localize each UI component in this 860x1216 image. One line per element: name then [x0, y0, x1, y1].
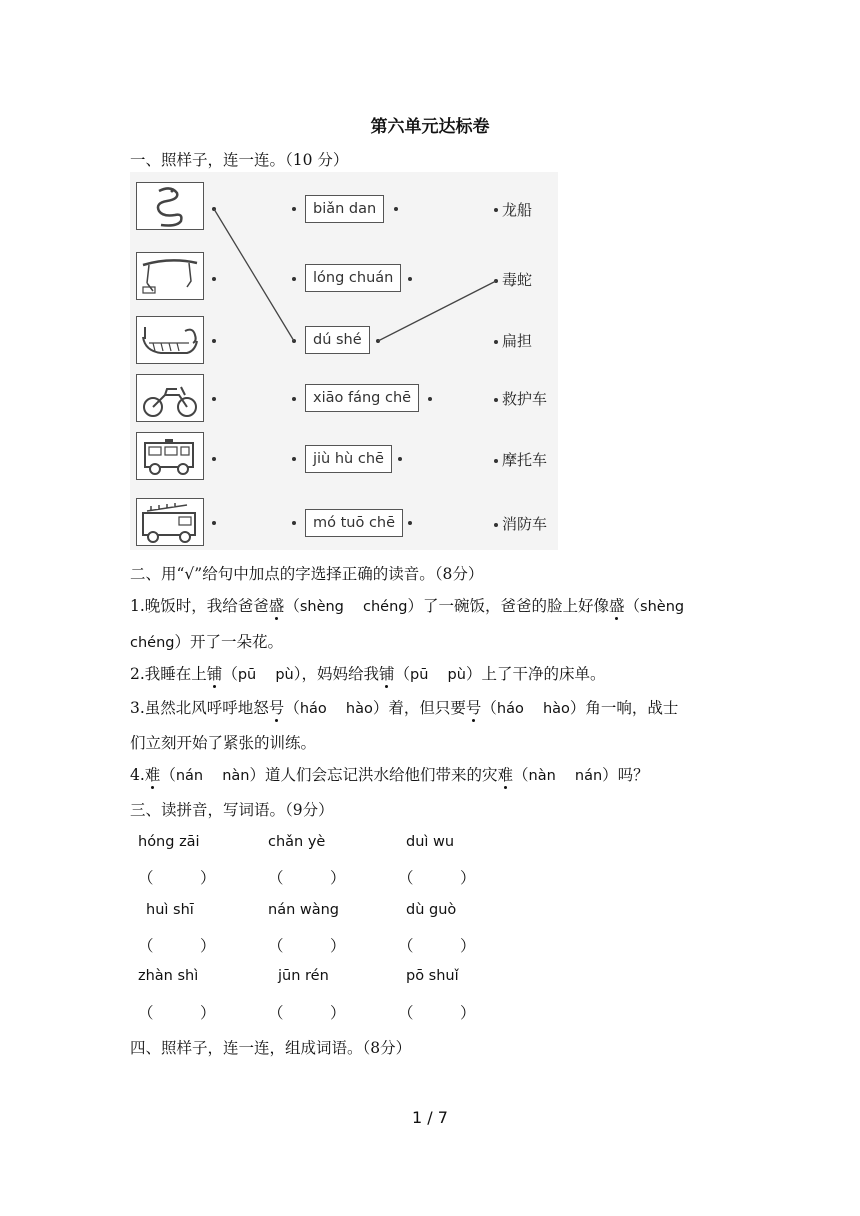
- answer-blank[interactable]: （ ）: [268, 1004, 346, 1022]
- word-label: 摩托车: [502, 451, 548, 469]
- pinyin-box: xiāo fáng chē: [305, 384, 419, 412]
- word-label: 扁担: [502, 332, 533, 350]
- dotted-char: 盛: [269, 594, 285, 616]
- answer-blank[interactable]: （ ）: [268, 937, 346, 955]
- word-label: 毒蛇: [502, 271, 533, 289]
- page-title: 第六单元达标卷: [370, 117, 490, 137]
- dotted-char: 号: [269, 696, 285, 718]
- dotted-char: 号: [466, 696, 482, 718]
- pinyin-prompt: jūn rén: [278, 968, 329, 984]
- section4-heading: 四、照样子，连一连，组成词语。（8分）: [130, 1039, 412, 1057]
- pinyin-prompt: duì wu: [406, 834, 455, 850]
- dotted-char: 难: [497, 763, 513, 785]
- pinyin-box: biǎn dan: [305, 195, 384, 223]
- pinyin-box: mó tuō chē: [305, 509, 403, 537]
- pinyin-prompt: nán wàng: [268, 902, 340, 918]
- pinyin-prompt: dù guò: [406, 902, 457, 918]
- question-3-line-2: 们立刻开始了紧张的训练。: [130, 734, 317, 752]
- word-label: 救护车: [502, 390, 548, 408]
- pinyin-prompt: huì shī: [146, 902, 194, 918]
- question-4: 4.难（nán nàn）道人们会忘记洪水给他们带来的灾难（nàn nán）吗？: [130, 763, 649, 785]
- question-3-line-1: 3.虽然北风呼呼地怒号（háo hào）着，但只要号（háo hào）角一响，战士: [130, 696, 678, 718]
- pinyin-prompt: pō shuǐ: [406, 968, 459, 984]
- section2-heading: 二、用“√”给句中加点的字选择正确的读音。（8分）: [130, 565, 484, 583]
- pinyin-prompt: zhàn shì: [138, 968, 199, 984]
- question-1-line-2: chéng）开了一朵花。: [130, 633, 283, 651]
- word-label: 消防车: [502, 515, 548, 533]
- dotted-char: 盛: [609, 594, 625, 616]
- question-1-line-1: 1.晚饭时，我给爸爸盛（shèng chéng）了一碗饭，爸爸的脸上好像盛（shèng: [130, 594, 684, 616]
- pinyin-box: lóng chuán: [305, 264, 401, 292]
- dotted-char: 难: [145, 763, 161, 785]
- answer-blank[interactable]: （ ）: [138, 1004, 216, 1022]
- section1-heading: 一、照样子，连一连。（10 分）: [130, 151, 349, 169]
- pinyin-prompt: chǎn yè: [268, 834, 326, 850]
- answer-blank[interactable]: （ ）: [398, 937, 476, 955]
- answer-blank[interactable]: （ ）: [138, 937, 216, 955]
- answer-blank[interactable]: （ ）: [398, 1004, 476, 1022]
- answer-blank[interactable]: （ ）: [138, 869, 216, 887]
- answer-blank[interactable]: （ ）: [398, 869, 476, 887]
- pinyin-box: dú shé: [305, 326, 370, 354]
- page-number: 1 / 7: [412, 1108, 448, 1127]
- dotted-char: 铺: [379, 662, 395, 684]
- pinyin-prompt: hóng zāi: [138, 834, 200, 850]
- example-connection-lines: [0, 0, 860, 600]
- dotted-char: 铺: [207, 662, 223, 684]
- question-2: 2.我睡在上铺（pū pù），妈妈给我铺（pū pù）上了干净的床单。: [130, 662, 605, 684]
- pinyin-box: jiù hù chē: [305, 445, 392, 473]
- answer-blank[interactable]: （ ）: [268, 869, 346, 887]
- section3-heading: 三、读拼音，写词语。（9分）: [130, 801, 334, 819]
- word-label: 龙船: [502, 201, 533, 219]
